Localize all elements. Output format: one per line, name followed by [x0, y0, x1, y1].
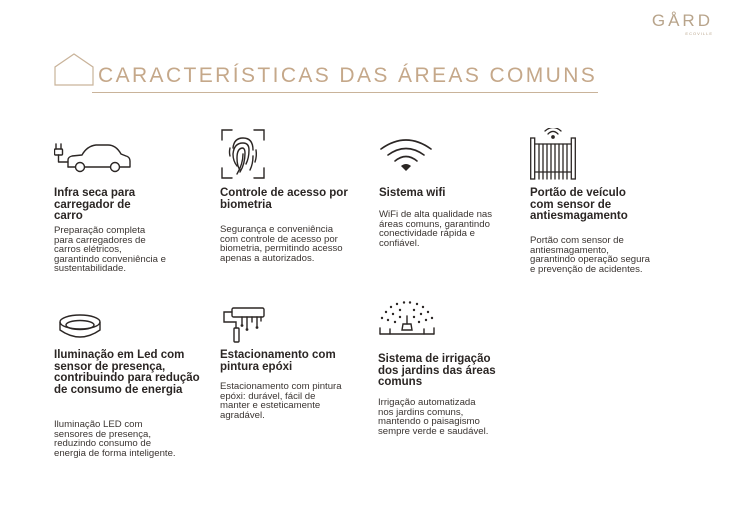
feature-description: Preparação completa para carregadores de carros elétricos, garantindo conveniência e sustentabilidade.: [54, 225, 167, 275]
page-header: [54, 52, 599, 92]
feature-title: Sistema de irrigação dos jardins das áreas comuns: [378, 353, 496, 388]
feature-vehicle-gate: [530, 128, 670, 288]
feature-irrigation: [378, 300, 518, 460]
house-icon: [54, 52, 94, 86]
sprinkler-icon: [378, 300, 436, 344]
feature-title: Infra seca para carregador de carro: [54, 187, 136, 222]
brand-logo: [652, 12, 713, 36]
feature-wifi: [379, 137, 519, 277]
feature-epoxy-parking: [220, 306, 360, 446]
feature-title: Iluminação em Led com sensor de presença, contribuindo para redução de consumo de energia: [54, 349, 200, 396]
logo-tagline: ECOVILLE: [685, 31, 713, 36]
gate-sensor-icon: [530, 128, 576, 180]
logo-name: GÅRD: [651, 11, 713, 30]
feature-description: Iluminação LED com sensores de presença, reduzindo consumo de energia de forma inteligente.: [54, 419, 176, 459]
feature-title: Portão de veículo com sensor de antiesmagamento: [530, 187, 628, 222]
fingerprint-icon: [220, 128, 266, 180]
feature-title: Controle de acesso por biometria: [220, 187, 348, 211]
feature-title: Estacionamento com pintura epóxi: [220, 349, 336, 373]
led-light-icon: [58, 312, 104, 346]
page-title: CARACTERÍSTICAS DAS ÁREAS COMUNS: [98, 64, 598, 87]
paint-roller-icon: [220, 306, 266, 344]
title-divider: [92, 92, 598, 93]
ev-charger-car-icon: [54, 140, 132, 176]
feature-description: WiFi de alta qualidade nas áreas comuns, garantindo conectividade rápida e confiável.: [379, 209, 493, 249]
feature-title: Sistema wifi: [379, 187, 446, 199]
feature-description: Irrigação automatizada nos jardins comuns, mantendo o paisagismo sempre verde e saudável.: [378, 397, 489, 437]
feature-ev-charger: [54, 138, 194, 288]
feature-led-lighting: [54, 312, 200, 474]
wifi-icon: [379, 137, 433, 173]
feature-description: Portão com sensor de antiesmagamento, garantindo operação segura e prevenção de acidentes.: [530, 235, 651, 275]
feature-biometric-access: [220, 128, 360, 288]
feature-description: Estacionamento com pintura epóxi: durável, fácil de manter e esteticamente agradável.: [220, 381, 342, 421]
feature-description: Segurança e conveniência com controle de acesso por biometria, permitindo acesso apenas a autorizados.: [220, 224, 343, 264]
